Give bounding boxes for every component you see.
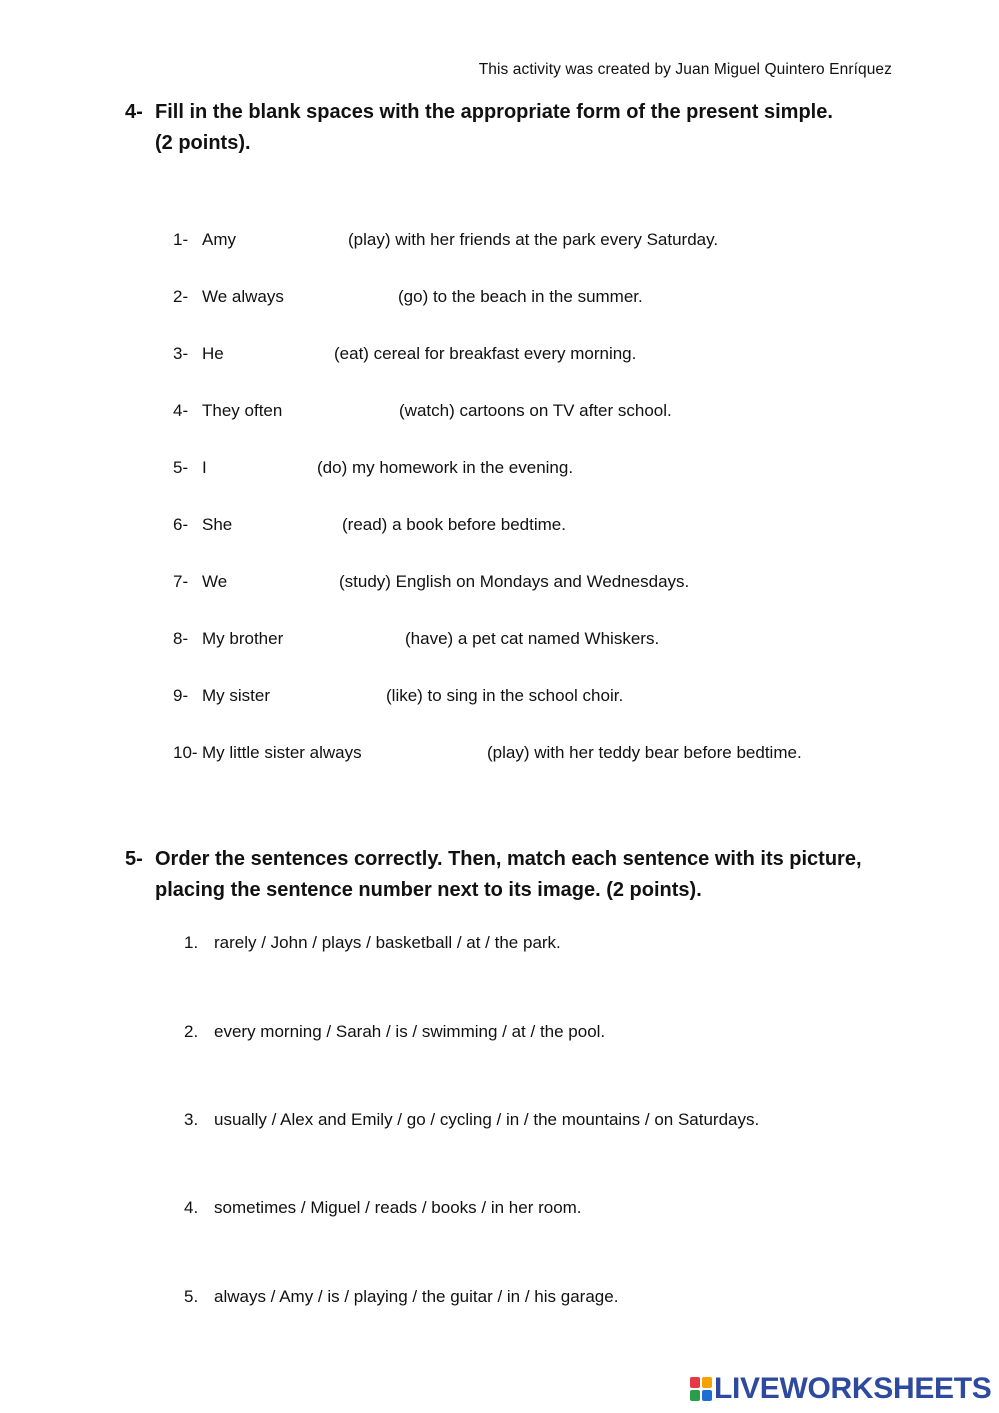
item-number: 7-: [173, 572, 189, 591]
item-subject: My little sister always: [202, 743, 362, 762]
section-4-number: 4-: [125, 101, 143, 123]
item-subject: He: [202, 344, 224, 363]
item-text: sometimes / Miguel / reads / books / in her room.: [214, 1198, 582, 1217]
item-rest: (play) with her teddy bear before bedtime.: [487, 743, 802, 762]
credit-line: This activity was created by Juan Miguel Quintero Enríquez: [478, 61, 892, 78]
liveworksheets-logo-icon: [690, 1376, 712, 1402]
item-subject: They often: [202, 401, 283, 420]
item-number: 4.: [184, 1198, 199, 1217]
item-text: rarely / John / plays / basketball / at / the park.: [214, 933, 561, 952]
item-rest: (like) to sing in the school choir.: [386, 686, 624, 705]
item-rest: (study) English on Mondays and Wednesdays.: [339, 572, 690, 591]
item-number: 2.: [184, 1022, 199, 1041]
item-subject: My sister: [202, 686, 270, 705]
item-text: every morning / Sarah / is / swimming / at / the pool.: [214, 1022, 606, 1041]
item-subject: I: [202, 458, 207, 477]
item-rest: (have) a pet cat named Whiskers.: [405, 629, 660, 648]
item-rest: (do) my homework in the evening.: [317, 458, 574, 477]
item-rest: (go) to the beach in the summer.: [398, 287, 643, 306]
item-number: 6-: [173, 515, 189, 534]
item-subject: Amy: [202, 230, 236, 249]
item-number: 1-: [173, 230, 189, 249]
item-subject: We: [202, 572, 228, 591]
section-5-heading: [125, 844, 895, 906]
item-number: 8-: [173, 629, 189, 648]
liveworksheets-logo[interactable]: [690, 1372, 992, 1406]
logo-text: LIVEWORKSHEETS: [714, 1372, 992, 1405]
item-subject: My brother: [202, 629, 284, 648]
section-4-heading: [125, 97, 895, 159]
item-number: 3-: [173, 344, 189, 363]
item-number: 10-: [173, 743, 198, 762]
section-5-number: 5-: [125, 848, 143, 870]
item-rest: (eat) cereal for breakfast every morning.: [334, 344, 637, 363]
section-5-instruction: Order the sentences correctly. Then, match each sentence with its picture,: [155, 848, 862, 870]
section-5-points: placing the sentence number next to its image. (2 points).: [155, 879, 702, 901]
item-number: 5.: [184, 1287, 199, 1306]
item-text: always / Amy / is / playing / the guitar / in / his garage.: [214, 1287, 619, 1306]
item-number: 9-: [173, 686, 189, 705]
item-subject: She: [202, 515, 233, 534]
item-rest: (watch) cartoons on TV after school.: [399, 401, 672, 420]
item-subject: We always: [202, 287, 284, 306]
item-number: 4-: [173, 401, 189, 420]
item-number: 1.: [184, 933, 199, 952]
section-4-points: (2 points).: [155, 132, 251, 154]
item-number: 5-: [173, 458, 189, 477]
item-number: 2-: [173, 287, 189, 306]
item-rest: (play) with her friends at the park every Saturday.: [348, 230, 719, 249]
section-4-instruction: Fill in the blank spaces with the appropriate form of the present simple.: [155, 101, 833, 123]
item-rest: (read) a book before bedtime.: [342, 515, 566, 534]
item-text: usually / Alex and Emily / go / cycling / in / the mountains / on Saturdays.: [214, 1110, 760, 1129]
item-number: 3.: [184, 1110, 199, 1129]
